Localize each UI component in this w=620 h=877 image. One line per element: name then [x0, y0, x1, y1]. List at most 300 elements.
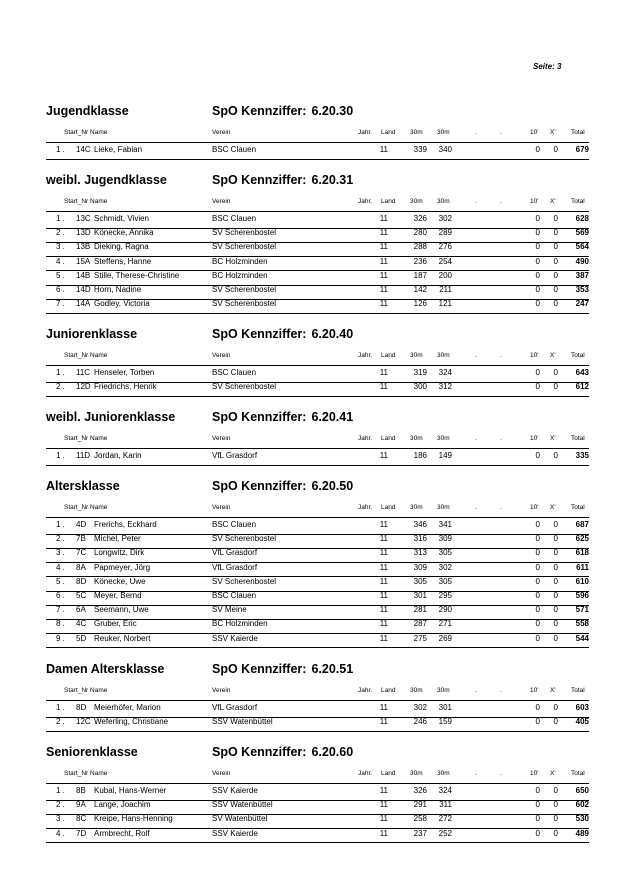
x-count: 0: [553, 828, 558, 838]
rank: 1 .: [56, 786, 65, 795]
x-count: 0: [553, 228, 558, 238]
start-number: 9A: [76, 800, 86, 810]
start-number: 13D: [76, 228, 91, 238]
score-30m-1: 301: [413, 591, 427, 600]
x-count: 0: [553, 605, 558, 615]
header-dot-2: .: [500, 435, 502, 442]
archer-name: Henseler, Torben: [94, 368, 155, 377]
x-count: 0: [553, 256, 558, 266]
club: BSC Clauen: [212, 368, 257, 377]
score-30m-2: 200: [438, 270, 452, 280]
spo-number: 6.20.50: [311, 479, 354, 493]
header-verein: Verein: [212, 198, 231, 205]
archer-name: Schmidt, Vivien: [94, 214, 149, 223]
header-30m-2: 30m: [437, 687, 450, 694]
club: VfL Grasdorf: [212, 451, 258, 460]
header-start-name: Start_Nr Name: [64, 504, 108, 511]
header-start-name: Start_Nr Name: [64, 770, 108, 777]
rank: 3 .: [56, 242, 65, 252]
score-30m-2: 340: [438, 145, 452, 154]
score-30m-2: 149: [438, 451, 452, 460]
year: 11: [379, 534, 388, 544]
start-number: 8B: [76, 786, 86, 795]
x-count: 0: [553, 242, 558, 252]
header-dot-1: .: [475, 352, 477, 359]
spo-label: SpO Kennziffer:: [212, 662, 307, 676]
year: 11: [379, 605, 388, 615]
rank: 4 .: [56, 828, 65, 838]
column-header: [0, 687, 620, 697]
archer-name: Steffens, Hanne: [94, 256, 152, 266]
tens-count: 0: [535, 451, 540, 460]
result-row: [0, 145, 620, 159]
archer-name: Weferling, Christiane: [94, 717, 169, 727]
header-30m-2: 30m: [437, 198, 450, 205]
x-count: 0: [553, 548, 558, 558]
column-header: [0, 198, 620, 208]
score-30m-1: 346: [413, 520, 427, 529]
start-number: 8D: [76, 576, 87, 586]
rank: 5 .: [56, 576, 65, 586]
result-row: [0, 563, 620, 577]
rank: 6 .: [56, 285, 65, 294]
score-30m-2: 269: [438, 633, 452, 643]
year: 11: [379, 703, 388, 712]
tens-count: 0: [535, 605, 540, 615]
header-total: Total: [571, 770, 585, 777]
header-30m-1: 30m: [410, 770, 423, 777]
tens-count: 0: [535, 534, 540, 544]
total-score: 625: [575, 534, 589, 544]
score-30m-2: 289: [438, 228, 452, 238]
score-30m-2: 271: [438, 619, 452, 629]
header-verein: Verein: [212, 352, 231, 359]
header-x: X': [550, 504, 556, 511]
header-dot-2: .: [500, 687, 502, 694]
total-score: 650: [575, 786, 589, 795]
year: 11: [379, 619, 388, 629]
total-score: 628: [575, 214, 589, 223]
total-score: 247: [575, 299, 589, 309]
header-rule: [46, 365, 589, 366]
rank: 2 .: [56, 382, 65, 392]
score-30m-1: 186: [413, 451, 427, 460]
tens-count: 0: [535, 814, 540, 824]
score-30m-1: 291: [413, 800, 427, 810]
header-land: Land: [381, 352, 396, 359]
start-number: 7B: [76, 534, 86, 544]
result-row: [0, 619, 620, 633]
rank: 6 .: [56, 591, 65, 600]
header-jahr: Jahr.: [358, 770, 373, 777]
score-30m-1: 142: [413, 285, 427, 294]
result-row: [0, 382, 620, 396]
total-score: 544: [575, 633, 589, 643]
score-30m-1: 280: [413, 228, 427, 238]
header-dot-2: .: [500, 504, 502, 511]
result-row: [0, 605, 620, 619]
rank: 9 .: [56, 633, 65, 643]
result-row: [0, 285, 620, 299]
x-count: 0: [553, 800, 558, 810]
header-verein: Verein: [212, 687, 231, 694]
result-row: [0, 786, 620, 800]
score-30m-1: 237: [413, 828, 427, 838]
result-row: [0, 271, 620, 285]
header-x: X': [550, 352, 556, 359]
spo-label: SpO Kennziffer:: [212, 104, 307, 118]
x-count: 0: [553, 786, 558, 795]
total-score: 618: [575, 548, 589, 558]
header-tens: 10': [530, 198, 539, 205]
archer-name: Dieking, Ragna: [94, 242, 149, 252]
x-count: 0: [553, 633, 558, 643]
rank: 1 .: [56, 368, 65, 377]
header-start-name: Start_Nr Name: [64, 129, 108, 136]
header-30m-2: 30m: [437, 352, 450, 359]
header-30m-1: 30m: [410, 198, 423, 205]
header-30m-1: 30m: [410, 504, 423, 511]
club: SSV Watenbüttel: [212, 800, 273, 810]
result-row: [0, 520, 620, 534]
year: 11: [379, 256, 388, 266]
archer-name: Gruber, Eric: [94, 619, 137, 629]
header-tens: 10': [530, 770, 539, 777]
header-land: Land: [381, 435, 396, 442]
header-dot-1: .: [475, 198, 477, 205]
year: 11: [379, 214, 388, 223]
archer-name: Horn, Nadine: [94, 285, 142, 294]
total-score: 612: [575, 382, 589, 392]
start-number: 14A: [76, 299, 91, 309]
x-count: 0: [553, 814, 558, 824]
spo-code: [212, 410, 353, 424]
result-row: [0, 299, 620, 313]
start-number: 8A: [76, 562, 86, 572]
spo-number: 6.20.40: [311, 327, 354, 341]
score-30m-1: 236: [413, 256, 427, 266]
header-verein: Verein: [212, 435, 231, 442]
total-score: 610: [575, 576, 589, 586]
archer-name: Könecke, Uwe: [94, 576, 146, 586]
result-row: [0, 800, 620, 814]
class-title: Jugendklasse: [46, 104, 129, 118]
score-30m-2: 211: [439, 285, 452, 294]
result-row: [0, 534, 620, 548]
year: 11: [379, 382, 388, 392]
year: 11: [379, 562, 388, 572]
header-30m-1: 30m: [410, 352, 423, 359]
tens-count: 0: [535, 800, 540, 810]
tens-count: 0: [535, 591, 540, 600]
rank: 4 .: [56, 256, 65, 266]
score-30m-2: 305: [438, 548, 452, 558]
score-30m-1: 309: [413, 562, 427, 572]
score-30m-2: 295: [438, 591, 452, 600]
column-header: [0, 770, 620, 780]
spo-code: [212, 662, 353, 676]
club: BC Holzminden: [212, 256, 268, 266]
header-30m-1: 30m: [410, 435, 423, 442]
total-score: 602: [575, 800, 589, 810]
archer-name: Papmeyer, Jörg: [94, 562, 151, 572]
rank: 8 .: [56, 619, 65, 629]
club: SV Scherenbostel: [212, 534, 277, 544]
page-number: Seite: 3: [533, 62, 562, 71]
score-30m-1: 275: [413, 633, 427, 643]
tens-count: 0: [535, 576, 540, 586]
spo-number: 6.20.51: [311, 662, 354, 676]
total-score: 679: [575, 145, 589, 154]
club: BC Holzminden: [212, 619, 268, 629]
year: 11: [379, 548, 388, 558]
class-title: Damen Altersklasse: [46, 662, 165, 676]
tens-count: 0: [535, 520, 540, 529]
x-count: 0: [553, 214, 558, 223]
score-30m-2: 276: [438, 242, 452, 252]
total-score: 335: [575, 451, 589, 460]
score-30m-1: 339: [413, 145, 427, 154]
tens-count: 0: [535, 242, 540, 252]
rank: 1 .: [56, 145, 65, 154]
year: 11: [379, 228, 388, 238]
header-tens: 10': [530, 352, 539, 359]
score-30m-2: 311: [439, 800, 452, 810]
tens-count: 0: [535, 382, 540, 392]
archer-name: Lange, Joachim: [94, 800, 151, 810]
start-number: 4D: [76, 520, 87, 529]
column-header: [0, 129, 620, 139]
class-title: Juniorenklasse: [46, 327, 138, 341]
start-number: 5C: [76, 591, 87, 600]
header-land: Land: [381, 198, 396, 205]
score-30m-2: 341: [438, 520, 452, 529]
total-score: 530: [575, 814, 589, 824]
header-land: Land: [381, 504, 396, 511]
club: SV Watenbüttel: [212, 814, 268, 824]
score-30m-2: 324: [438, 368, 452, 377]
rank: 4 .: [56, 562, 65, 572]
x-count: 0: [553, 534, 558, 544]
club: SV Scherenbostel: [212, 299, 277, 309]
year: 11: [379, 814, 388, 824]
result-row: [0, 814, 620, 828]
rank: 2 .: [56, 534, 65, 544]
result-row: [0, 634, 620, 648]
archer-name: Kreipe, Hans-Henning: [94, 814, 173, 824]
year: 11: [379, 299, 388, 309]
header-30m-1: 30m: [410, 687, 423, 694]
column-header: [0, 352, 620, 362]
class-title: weibl. Jugendklasse: [46, 173, 167, 187]
result-row: [0, 577, 620, 591]
score-30m-2: 302: [438, 214, 452, 223]
score-30m-1: 258: [413, 814, 427, 824]
score-30m-1: 313: [413, 548, 427, 558]
header-dot-1: .: [475, 129, 477, 136]
start-number: 15A: [76, 256, 91, 266]
rank: 3 .: [56, 548, 65, 558]
start-number: 14D: [76, 285, 91, 294]
header-start-name: Start_Nr Name: [64, 435, 108, 442]
header-total: Total: [571, 129, 585, 136]
total-score: 490: [575, 256, 589, 266]
archer-name: Meierhöfer, Marion: [94, 703, 161, 712]
archer-name: Kubal, Hans-Werner: [94, 786, 167, 795]
tens-count: 0: [535, 145, 540, 154]
score-30m-1: 302: [413, 703, 427, 712]
header-total: Total: [571, 687, 585, 694]
column-header: [0, 504, 620, 514]
result-row: [0, 829, 620, 843]
year: 11: [379, 242, 388, 252]
header-tens: 10': [530, 504, 539, 511]
rank: 1 .: [56, 703, 65, 712]
archer-name: Seemann, Uwe: [94, 605, 149, 615]
club: BSC Clauen: [212, 520, 257, 529]
rank: 2 .: [56, 800, 65, 810]
score-30m-2: 309: [438, 534, 452, 544]
x-count: 0: [553, 717, 558, 727]
score-30m-1: 287: [413, 619, 427, 629]
club: VfL Grasdorf: [212, 548, 258, 558]
header-rule: [46, 517, 589, 518]
rank: 2 .: [56, 717, 65, 727]
tens-count: 0: [535, 619, 540, 629]
start-number: 5D: [76, 633, 87, 643]
score-30m-1: 305: [413, 576, 427, 586]
header-30m-2: 30m: [437, 129, 450, 136]
header-rule: [46, 142, 589, 143]
year: 11: [379, 576, 388, 586]
header-30m-2: 30m: [437, 435, 450, 442]
rank: 7 .: [56, 299, 65, 309]
total-score: 405: [575, 717, 589, 727]
start-number: 12D: [76, 382, 91, 392]
tens-count: 0: [535, 228, 540, 238]
result-row: [0, 717, 620, 731]
header-total: Total: [571, 435, 585, 442]
start-number: 12C: [76, 717, 91, 727]
tens-count: 0: [535, 548, 540, 558]
total-score: 603: [575, 703, 589, 712]
tens-count: 0: [535, 828, 540, 838]
x-count: 0: [553, 285, 558, 294]
score-30m-1: 288: [413, 242, 427, 252]
row-rule: [46, 647, 589, 648]
header-land: Land: [381, 129, 396, 136]
total-score: 564: [575, 242, 589, 252]
club: BSC Clauen: [212, 591, 257, 600]
score-30m-2: 302: [438, 562, 452, 572]
tens-count: 0: [535, 256, 540, 266]
club: BSC Clauen: [212, 214, 257, 223]
result-row: [0, 703, 620, 717]
score-30m-2: 312: [438, 382, 452, 392]
header-rule: [46, 700, 589, 701]
result-row: [0, 228, 620, 242]
x-count: 0: [553, 703, 558, 712]
spo-label: SpO Kennziffer:: [212, 327, 307, 341]
header-jahr: Jahr.: [358, 435, 373, 442]
row-rule: [46, 159, 589, 160]
header-x: X': [550, 198, 556, 205]
result-row: [0, 242, 620, 256]
header-dot-1: .: [475, 687, 477, 694]
spo-label: SpO Kennziffer:: [212, 173, 307, 187]
total-score: 687: [575, 520, 589, 529]
score-30m-1: 326: [413, 786, 427, 795]
archer-name: Michel, Peter: [94, 534, 141, 544]
x-count: 0: [553, 591, 558, 600]
spo-label: SpO Kennziffer:: [212, 410, 307, 424]
spo-label: SpO Kennziffer:: [212, 745, 307, 759]
start-number: 7C: [76, 548, 87, 558]
archer-name: Meyer, Bernd: [94, 591, 142, 600]
start-number: 11C: [76, 368, 91, 377]
rank: 3 .: [56, 814, 65, 824]
total-score: 558: [575, 619, 589, 629]
year: 11: [379, 145, 388, 154]
start-number: 7D: [76, 828, 87, 838]
start-number: 6A: [76, 605, 86, 615]
header-verein: Verein: [212, 770, 231, 777]
tens-count: 0: [535, 786, 540, 795]
total-score: 571: [575, 605, 589, 615]
tens-count: 0: [535, 562, 540, 572]
score-30m-1: 300: [413, 382, 427, 392]
archer-name: Könecke, Annika: [94, 228, 154, 238]
rank: 1 .: [56, 451, 65, 460]
club: SSV Kaierde: [212, 633, 258, 643]
spo-number: 6.20.60: [311, 745, 354, 759]
score-30m-2: 301: [438, 703, 452, 712]
start-number: 13C: [76, 214, 91, 223]
score-30m-1: 281: [413, 605, 427, 615]
start-number: 14C: [76, 145, 91, 154]
archer-name: Stille, Therese-Christine: [94, 270, 180, 280]
header-jahr: Jahr.: [358, 504, 373, 511]
header-total: Total: [571, 198, 585, 205]
header-tens: 10': [530, 687, 539, 694]
header-total: Total: [571, 504, 585, 511]
rank: 7 .: [56, 605, 65, 615]
club: BSC Clauen: [212, 145, 257, 154]
result-row: [0, 548, 620, 562]
spo-code: [212, 745, 353, 759]
tens-count: 0: [535, 285, 540, 294]
total-score: 489: [575, 828, 589, 838]
result-row: [0, 257, 620, 271]
spo-code: [212, 104, 353, 118]
x-count: 0: [553, 576, 558, 586]
archer-name: Friedrichs, Henrik: [94, 382, 157, 392]
header-dot-1: .: [475, 435, 477, 442]
header-start-name: Start_Nr Name: [64, 198, 108, 205]
start-number: 8D: [76, 703, 87, 712]
header-total: Total: [571, 352, 585, 359]
club: SV Meine: [212, 605, 247, 615]
row-rule: [46, 396, 589, 397]
header-dot-2: .: [500, 198, 502, 205]
club: SSV Kaierde: [212, 786, 258, 795]
result-row: [0, 451, 620, 465]
start-number: 8C: [76, 814, 87, 824]
spo-number: 6.20.41: [311, 410, 354, 424]
x-count: 0: [553, 520, 558, 529]
header-dot-2: .: [500, 352, 502, 359]
score-30m-2: 272: [438, 814, 452, 824]
